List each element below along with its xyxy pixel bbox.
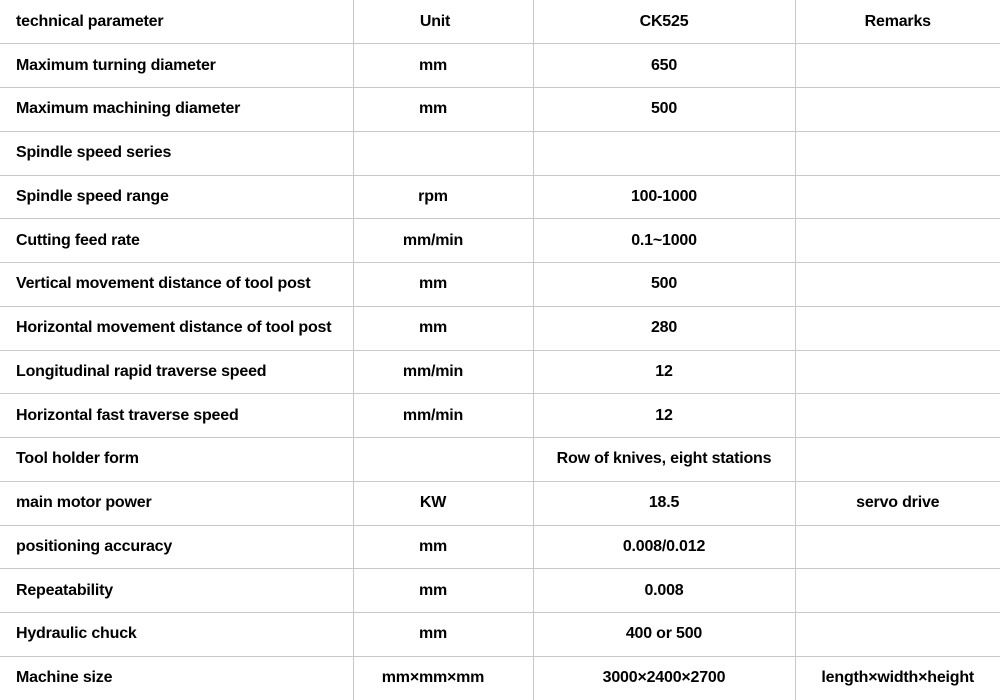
- row-remarks: [795, 219, 1000, 263]
- row-parameter: Machine size: [0, 656, 353, 700]
- row-unit: [353, 131, 533, 175]
- table-row: [0, 613, 1000, 657]
- row-parameter: Vertical movement distance of tool post: [0, 263, 353, 307]
- row-unit: [353, 438, 533, 482]
- row-remarks: length×width×height: [821, 669, 975, 687]
- header-unit: Unit: [353, 0, 533, 44]
- table-row: [0, 569, 1000, 613]
- table-row: [0, 44, 1000, 88]
- row-unit: mm/min: [353, 350, 533, 394]
- row-parameter: Spindle speed series: [0, 131, 353, 175]
- row-value: 12: [533, 350, 795, 394]
- row-unit: mm: [353, 569, 533, 613]
- row-unit: mm×mm×mm: [353, 656, 533, 700]
- row-remarks: [795, 438, 1000, 482]
- row-value: 18.5: [533, 481, 795, 525]
- row-parameter: Cutting feed rate: [0, 219, 353, 263]
- row-value: 12: [533, 394, 795, 438]
- row-unit: mm: [353, 44, 533, 88]
- table-row: [0, 438, 1000, 482]
- row-parameter: Horizontal movement distance of tool post: [0, 306, 353, 350]
- row-parameter: Tool holder form: [0, 438, 353, 482]
- row-unit: mm/min: [353, 394, 533, 438]
- table-row: [0, 131, 1000, 175]
- row-unit: mm: [353, 525, 533, 569]
- row-parameter: Longitudinal rapid traverse speed: [0, 350, 353, 394]
- row-unit: mm: [353, 306, 533, 350]
- row-value: [533, 131, 795, 175]
- table-row: [0, 394, 1000, 438]
- row-remarks: [795, 525, 1000, 569]
- row-value: 0.008/0.012: [533, 525, 795, 569]
- row-remarks: [795, 131, 1000, 175]
- row-parameter: main motor power: [0, 481, 353, 525]
- header-parameter: technical parameter: [0, 0, 353, 44]
- row-value: 400 or 500: [533, 613, 795, 657]
- table-row: [0, 481, 1000, 525]
- table-header-row: [0, 0, 1000, 44]
- table-row: [0, 350, 1000, 394]
- row-value: Row of knives, eight stations: [533, 438, 795, 482]
- table-row: [0, 263, 1000, 307]
- row-unit: mm: [353, 613, 533, 657]
- header-remarks: Remarks: [795, 0, 1000, 44]
- row-parameter: Horizontal fast traverse speed: [0, 394, 353, 438]
- row-remarks: [795, 44, 1000, 88]
- row-value: 280: [533, 306, 795, 350]
- table-row: [0, 88, 1000, 132]
- row-value: 0.008: [533, 569, 795, 613]
- row-remarks: [795, 394, 1000, 438]
- row-value: 100-1000: [533, 175, 795, 219]
- row-parameter: Repeatability: [0, 569, 353, 613]
- row-remarks: [795, 263, 1000, 307]
- table-row: [0, 306, 1000, 350]
- row-unit: KW: [353, 481, 533, 525]
- row-remarks: servo drive: [795, 481, 1000, 525]
- row-value: 3000×2400×2700: [533, 656, 795, 700]
- row-parameter: Hydraulic chuck: [0, 613, 353, 657]
- row-unit: mm: [353, 263, 533, 307]
- row-value: 500: [533, 88, 795, 132]
- row-unit: mm: [353, 88, 533, 132]
- row-remarks: [795, 350, 1000, 394]
- row-remarks: [795, 88, 1000, 132]
- row-parameter: Maximum turning diameter: [0, 44, 353, 88]
- table-row: [0, 175, 1000, 219]
- row-unit: rpm: [353, 175, 533, 219]
- row-parameter: Maximum machining diameter: [0, 88, 353, 132]
- table-row: [0, 219, 1000, 263]
- row-parameter: Spindle speed range: [0, 175, 353, 219]
- row-parameter: positioning accuracy: [0, 525, 353, 569]
- table-row: [0, 656, 1000, 700]
- row-remarks: [795, 569, 1000, 613]
- row-value: 500: [533, 263, 795, 307]
- row-value: 0.1~1000: [533, 219, 795, 263]
- table-row: [0, 525, 1000, 569]
- row-remarks: [795, 613, 1000, 657]
- row-value: 650: [533, 44, 795, 88]
- row-remarks: [795, 306, 1000, 350]
- row-unit: mm/min: [353, 219, 533, 263]
- row-remarks: [795, 175, 1000, 219]
- header-model: CK525: [533, 0, 795, 44]
